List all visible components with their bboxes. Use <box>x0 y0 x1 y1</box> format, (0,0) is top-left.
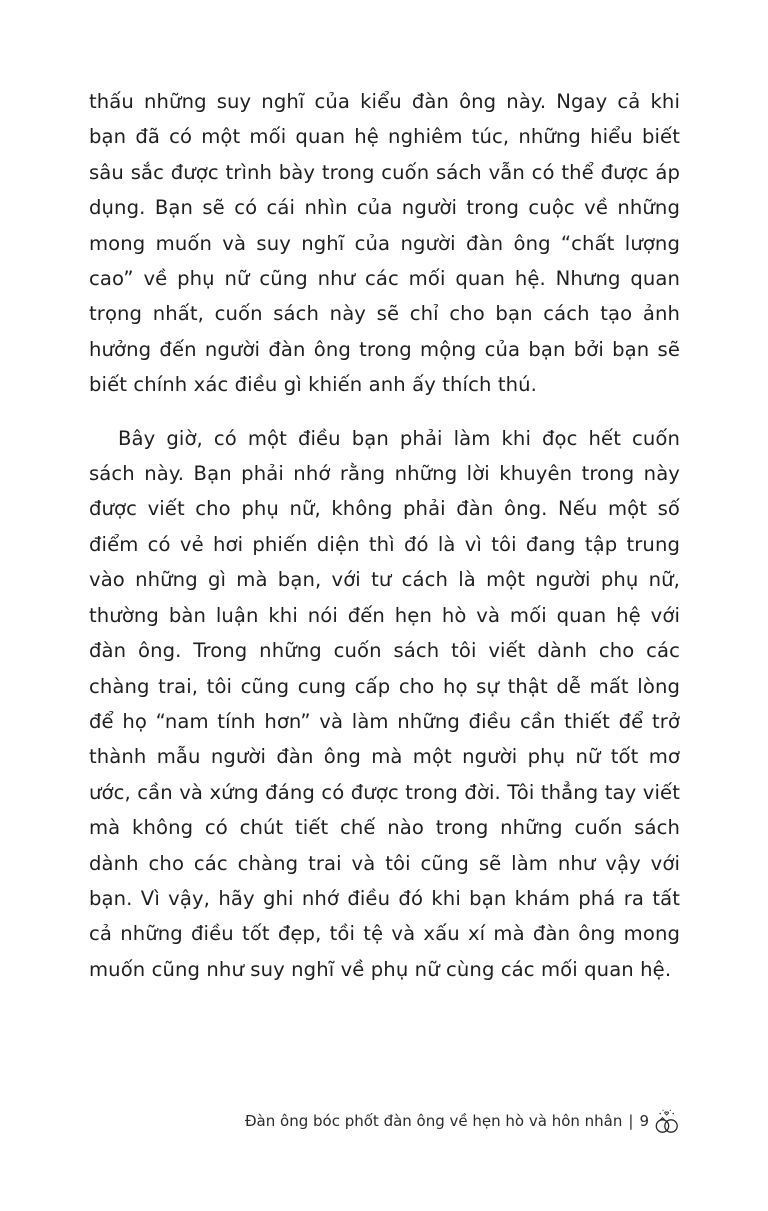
body-text <box>89 84 680 987</box>
page-footer <box>245 1106 682 1136</box>
footer-separator: | <box>628 1112 634 1130</box>
wedding-rings-icon <box>652 1106 682 1136</box>
page-number: 9 <box>639 1112 649 1130</box>
paragraph-1: thấu những suy nghĩ của kiểu đàn ông này. Ngay cả khi bạn đã có một mối quan hệ nghiêm túc, những hiểu biết sâu sắc được trình bày trong cuốn sách vẫn có thể được áp dụng. Bạn sẽ có cái nhìn của người trong cuộc về những mong muốn và suy nghĩ của người đàn ông “chất lượng cao” về phụ nữ cũng như các mối quan hệ. Nhưng quan trọng nhất, cuốn sách này sẽ chỉ cho bạn cách tạo ảnh hưởng đến người đàn ông trong mộng của bạn bởi bạn sẽ biết chính xác điều gì khiến anh ấy thích thú. <box>89 90 680 397</box>
running-title: Đàn ông bóc phốt đàn ông về hẹn hò và hôn nhân <box>244 1112 623 1130</box>
paragraph-2: Bây giờ, có một điều bạn phải làm khi đọc hết cuốn sách này. Bạn phải nhớ rằng những lời khuyên trong này được viết cho phụ nữ, không phải đàn ông. Nếu một số điểm có vẻ hơi phiến diện thì đó là vì tôi đang tập trung vào những gì mà bạn, với tư cách là một người phụ nữ, thường bàn luận khi nói đến hẹn hò và mối quan hệ với đàn ông. Trong những cuốn sách tôi viết dành cho các chàng trai, tôi cũng cung cấp cho họ sự thật dễ mất lòng để họ “nam tính hơn” và làm những điều cần thiết để trở thành mẫu người đàn ông mà một người phụ nữ tốt mơ ước, cần và xứng đáng có được trong đời. Tôi thẳng tay viết mà không có chút tiết chế nào trong những cuốn sách dành cho các chàng trai và tôi cũng sẽ làm như vậy với bạn. Vì vậy, hãy ghi nhớ điều đó khi bạn khám phá ra tất cả những điều tốt đẹp, tồi tệ và xấu xí mà đàn ông mong muốn cũng như suy nghĩ về phụ nữ cùng các mối quan hệ. <box>89 426 680 981</box>
